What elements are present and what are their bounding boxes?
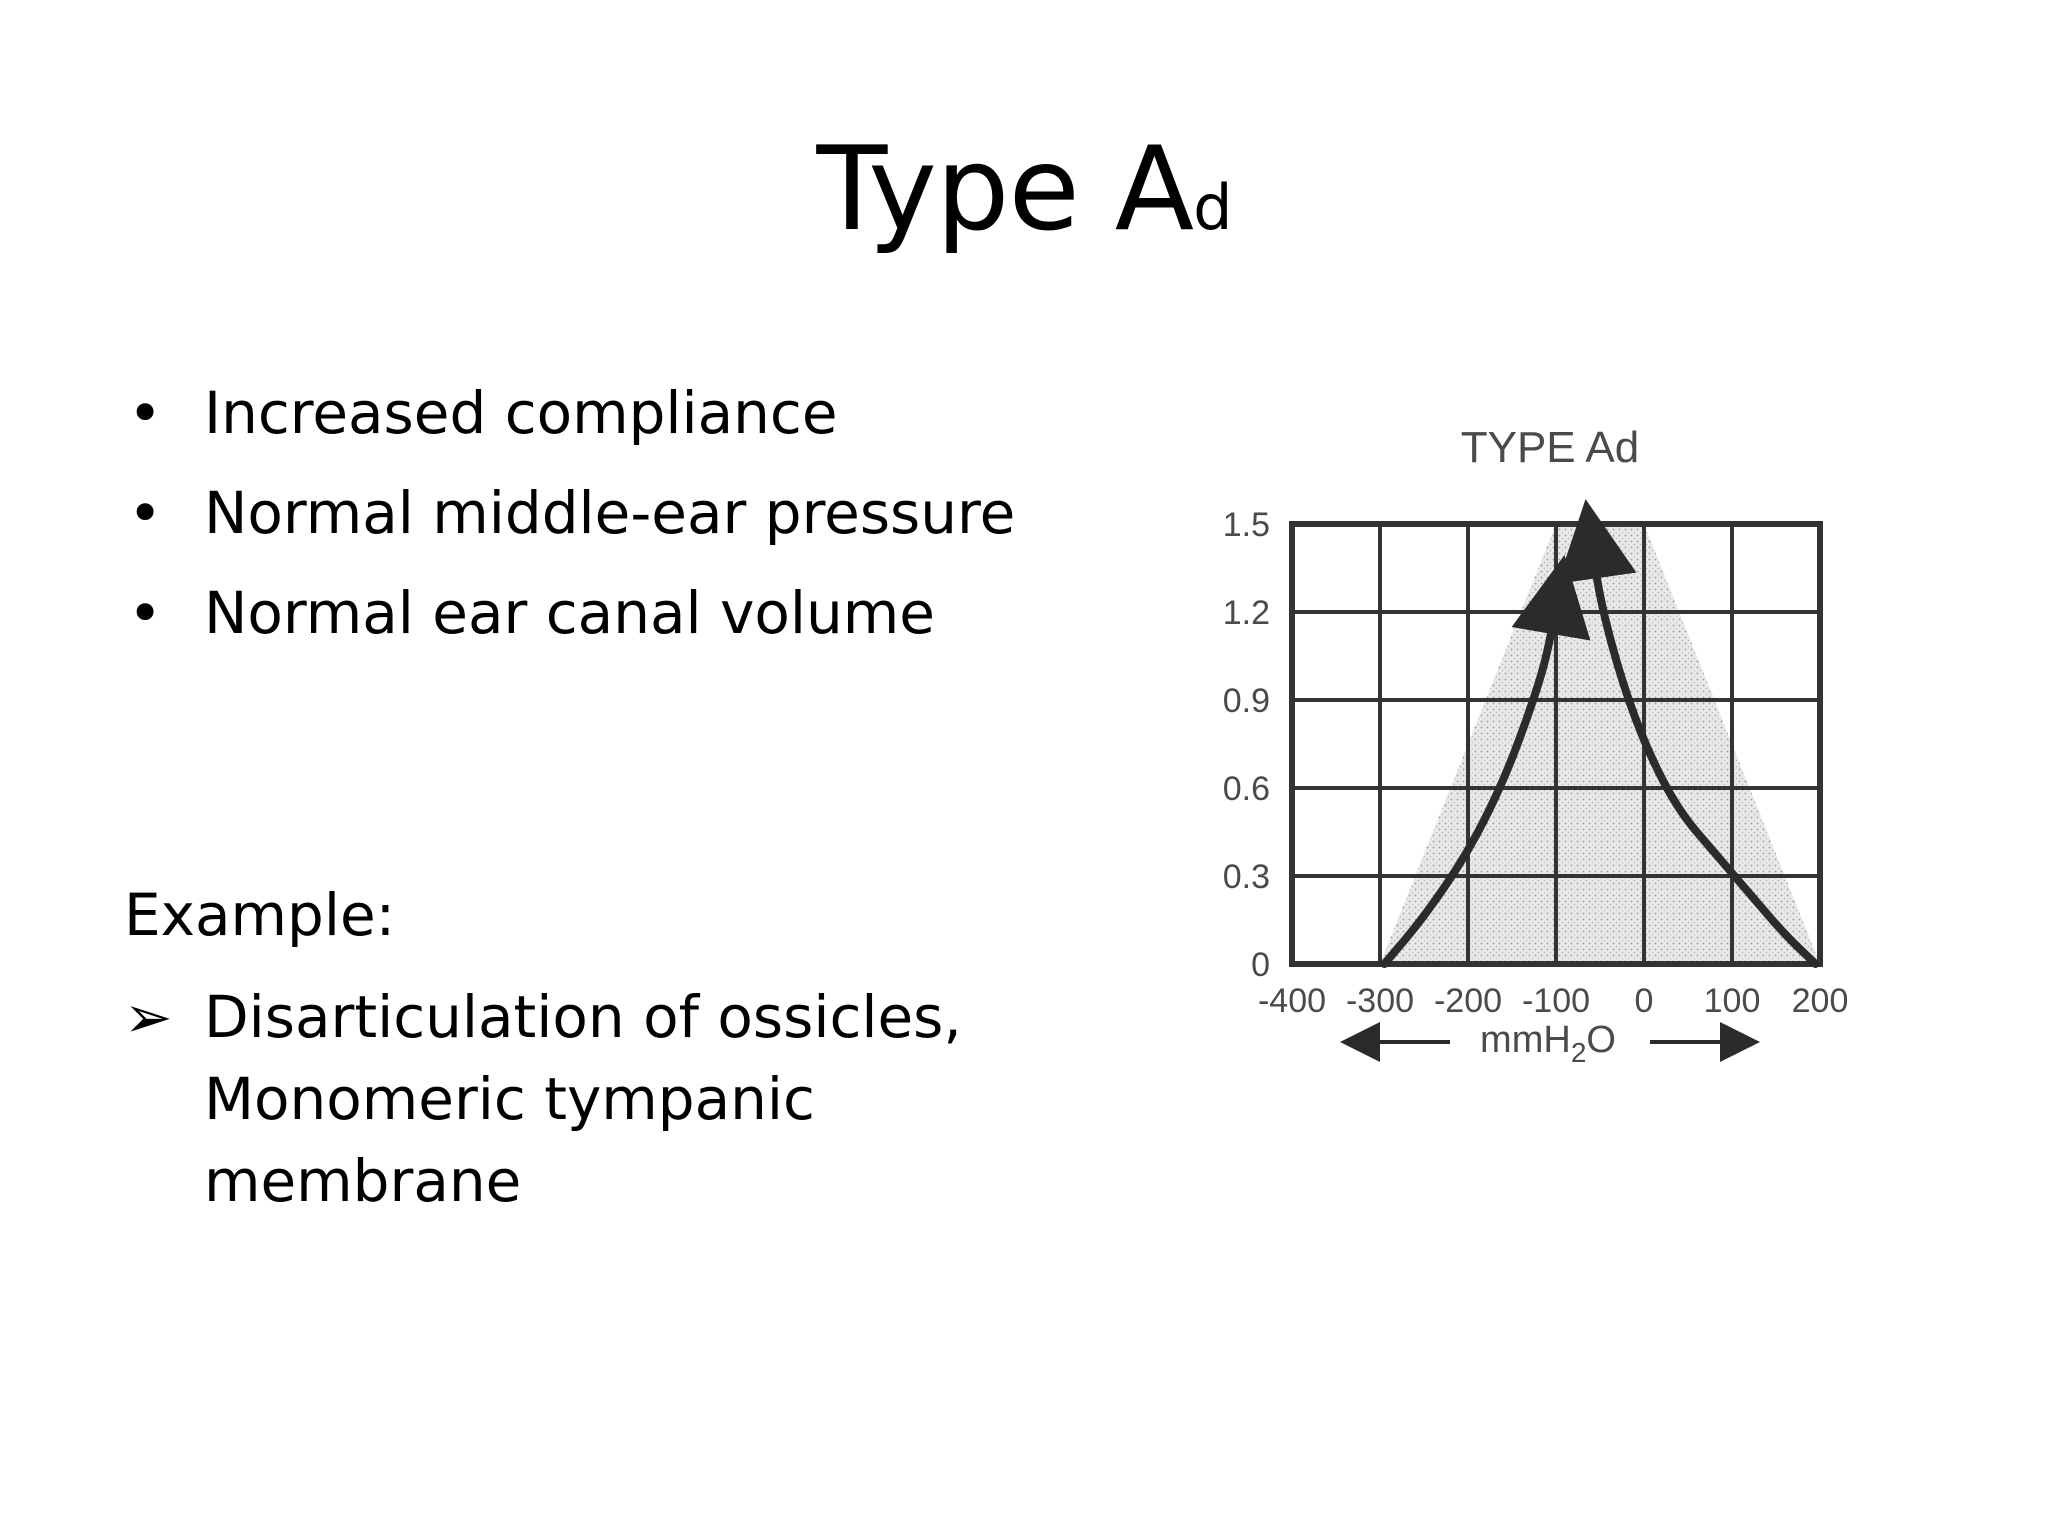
y-tick-label: 0.3 (1222, 858, 1270, 896)
x-tick-label: -100 (1521, 982, 1591, 1020)
x-tick-labels (1258, 982, 1848, 1020)
x-axis-label-group (1360, 1019, 1740, 1068)
tympanogram-chart (1180, 420, 1900, 1100)
slide-title (0, 120, 2048, 278)
y-tick-label: 0.6 (1222, 770, 1270, 808)
y-tick-label: 0.9 (1222, 682, 1270, 720)
y-tick-label: 1.5 (1222, 506, 1270, 544)
example-item (124, 976, 1024, 1222)
y-tick-label: 0 (1251, 946, 1270, 984)
bullet-item (118, 378, 1015, 448)
bullet-item (118, 578, 1015, 648)
slide-title-subscript: d (1193, 171, 1232, 244)
example-label: Example: (124, 881, 396, 949)
arrowhead-bullet-icon: ➢ (124, 983, 173, 1051)
example-item-text: Disarticulation of ossicles, Monomeric tympanic membrane (204, 983, 962, 1215)
y-tick-labels (1223, 506, 1270, 984)
slide-title-main: Type A (816, 122, 1194, 257)
bullet-item (118, 478, 1015, 548)
x-tick-label: -400 (1257, 982, 1327, 1020)
bullet-text: Increased compliance (204, 379, 838, 447)
x-tick-label: 0 (1634, 982, 1654, 1020)
bullet-list (118, 378, 1015, 678)
y-tick-label: 1.2 (1222, 594, 1270, 632)
bullet-dot: • (128, 379, 163, 447)
bullet-dot: • (128, 579, 163, 647)
x-tick-label: -300 (1345, 982, 1415, 1020)
bullet-dot: • (128, 479, 163, 547)
bullet-text: Normal ear canal volume (204, 579, 935, 647)
x-tick-label: 200 (1791, 982, 1849, 1020)
bullet-text: Normal middle-ear pressure (204, 479, 1016, 547)
x-axis-label: mmH$_2$O (1480, 1019, 1616, 1068)
x-tick-label: -200 (1433, 982, 1503, 1020)
x-tick-label: 100 (1703, 982, 1761, 1020)
chart-title: TYPE Ad (1460, 423, 1640, 472)
